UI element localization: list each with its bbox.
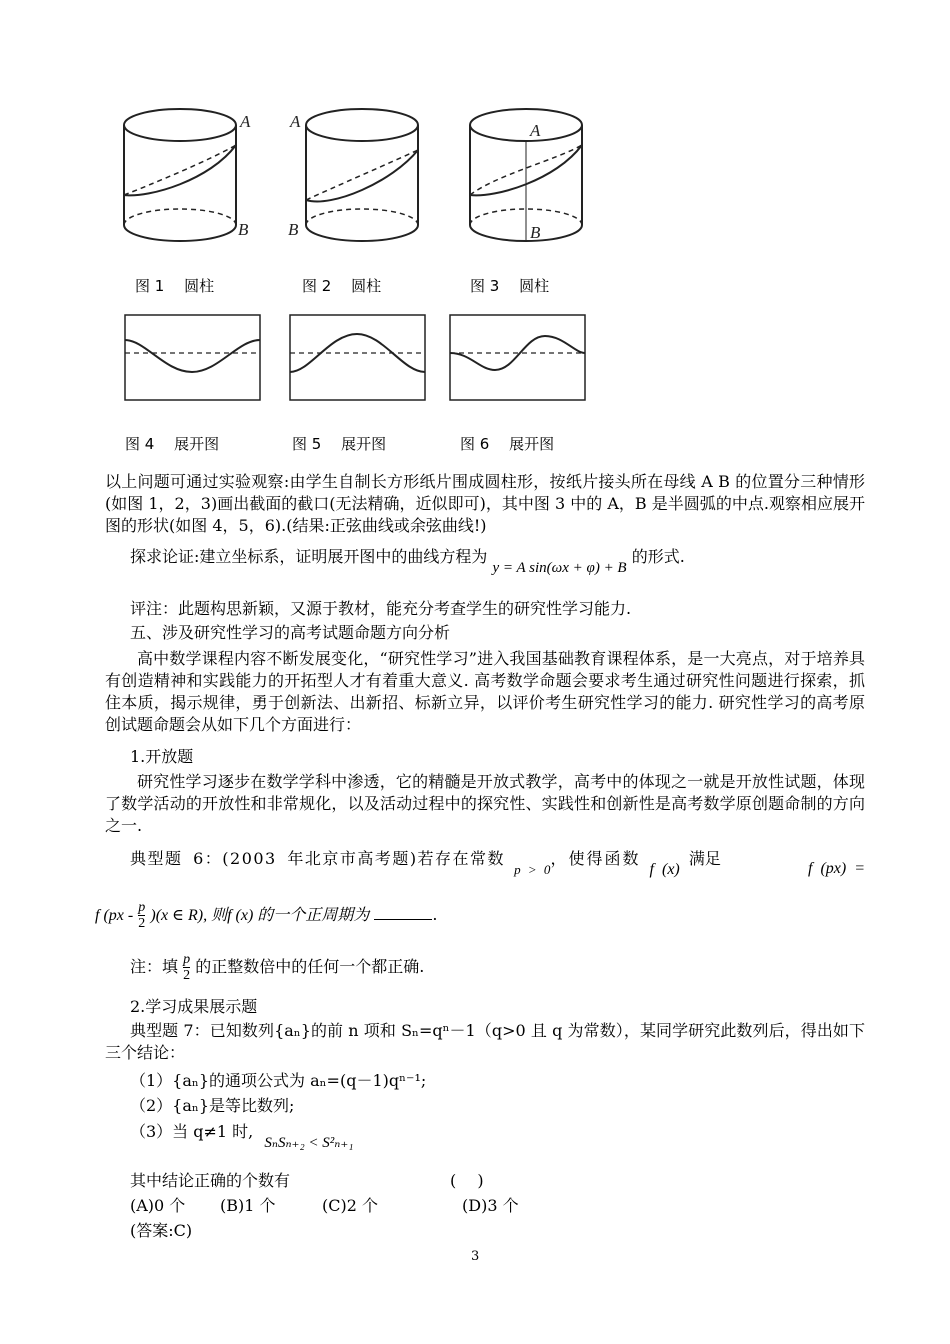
unrolled-4	[125, 315, 260, 400]
q6-function: f (x)	[649, 861, 680, 878]
question-7-text: 典型题 7：已知数列{aₙ}的前 n 项和 Sₙ=qⁿ－1（q>0 且 q 为常数），某同学研究此数列后，得出如下三个结论：	[105, 1021, 865, 1062]
unrolled-6	[450, 315, 585, 400]
caption-fig4: 图 4 展开图	[125, 435, 220, 453]
q6-equation-right-a: f (px -	[95, 907, 134, 924]
paragraph-experiment: 以上问题可通过实验观察:由学生自制长方形纸片围成圆柱形，按纸片接头所在母线 A B 的位置分三种情形(如图 1，2，3)画出截面的截口(无法精确，近似即可)，其中图 3 中的 A，B 是半圆弧的中点.观察相应展开图的形状(如图 4，5，6).(结果:正弦曲线或余弦曲线!)	[105, 472, 865, 535]
page-number: 3	[471, 1249, 480, 1264]
q7-inequality: SₙSₙ₊₂ < S²ₙ₊₁	[264, 1135, 354, 1151]
unrolled-5	[290, 315, 425, 400]
figure-unrolled	[120, 310, 590, 410]
q7-option-b: (B)1 个	[220, 1196, 276, 1215]
note-line	[130, 952, 424, 983]
q6-equation-left: f (px) =	[808, 860, 865, 877]
q6-fraction-den: 2	[138, 916, 146, 931]
caption-fig3: 图 3 圆柱	[470, 277, 550, 295]
cyl2-label-b: B	[288, 220, 299, 239]
caption-fig5: 图 5 展开图	[292, 435, 387, 453]
question-6-line1	[130, 848, 865, 878]
question-6-line2	[95, 900, 438, 931]
q7-conclusion-1: （1）{aₙ}的通项公式为 aₙ=(q－1)qⁿ⁻¹;	[130, 1071, 427, 1090]
q7-conclusion-2: （2）{aₙ}是等比数列;	[130, 1096, 295, 1115]
q6-fraction-num: p	[138, 900, 146, 915]
cyl3-label-b: B	[530, 223, 541, 242]
subsection-open-questions: 1.开放题	[130, 747, 194, 766]
caption-fig1: 图 1 圆柱	[135, 277, 215, 295]
cyl2-label-a: A	[290, 112, 301, 131]
q7-question: 其中结论正确的个数有	[130, 1171, 291, 1190]
note-fraction-num: p	[183, 952, 191, 967]
note-fraction	[183, 952, 190, 983]
paragraph-research-learning: 高中数学课程内容不断发展变化，“研究性学习”进入我国基础教育课程体系，是一大亮点，对于培养具有创造精神和实践能力的开拓型人才有着重大意义. 高考数学命题会要求考生通过研究性问题进行探索，抓住本质，揭示规律，勇于创新法、出新招、标新立异，以评价考生研究性学习的能力. 研究性学习的高考原创试题命题会从如下几个方面进行：	[105, 649, 865, 734]
q6-answer-blank	[374, 905, 432, 920]
sine-formula: y = A sin(ωx + φ) + B	[492, 560, 627, 576]
proof-suffix: 的形式.	[631, 547, 685, 566]
q6-end: .	[432, 905, 438, 924]
figure-cylinders	[110, 100, 600, 260]
q7-option-d: (D)3 个	[462, 1196, 519, 1215]
paragraph-open-questions: 研究性学习逐步在数学学科中渗透，它的精髓是开放式教学，高考中的体现之一就是开放性试题，体现了数学活动的开放性和非常规化，以及活动过程中的探究性、实践性和创新性是高考数学原创题命制的方向之一.	[105, 772, 865, 835]
section-title-5: 五、涉及研究性学习的高考试题命题方向分析	[130, 623, 451, 642]
paragraph-proof	[130, 546, 685, 576]
q6-mid2: 满足	[688, 849, 721, 868]
note-suffix: 的正整数倍中的任何一个都正确.	[195, 957, 425, 976]
subsection-showcase: 2.学习成果展示题	[130, 997, 258, 1016]
q7-answer: (答案:C)	[130, 1221, 193, 1240]
q6-mid1: ，使得函数	[550, 849, 641, 868]
q7-option-c: (C)2 个	[322, 1196, 378, 1215]
note-fraction-den: 2	[183, 968, 191, 983]
q6-equation-right-b: )(x ∈ R), 则f (x) 的一个正周期为	[150, 907, 370, 924]
comment: 评注：此题构思新颖，又源于教材，能充分考查学生的研究性学习能力.	[130, 599, 632, 618]
cyl3-label-a: A	[530, 121, 541, 140]
q6-fraction	[138, 900, 145, 931]
proof-text: 探求论证:建立坐标系，证明展开图中的曲线方程为	[130, 547, 488, 566]
cylinder-2	[306, 109, 418, 241]
caption-fig6: 图 6 展开图	[460, 435, 555, 453]
note-prefix: 注：填	[130, 957, 179, 976]
cylinder-3	[470, 109, 582, 241]
q7-option-a: (A)0 个	[130, 1196, 186, 1215]
q6-condition: p > 0	[514, 862, 551, 877]
cyl1-label-a: A	[240, 112, 251, 131]
q7-c3-text: （3）当 q≠1 时,	[130, 1122, 254, 1141]
cyl1-label-b: B	[238, 220, 249, 239]
cylinder-1	[124, 109, 236, 241]
q7-conclusion-3	[130, 1121, 354, 1151]
q6-prefix: 典型题 6：(2003 年北京市高考题)若存在常数	[130, 849, 506, 868]
caption-fig2: 图 2 圆柱	[302, 277, 382, 295]
q7-answer-paren: ( )	[450, 1171, 484, 1190]
